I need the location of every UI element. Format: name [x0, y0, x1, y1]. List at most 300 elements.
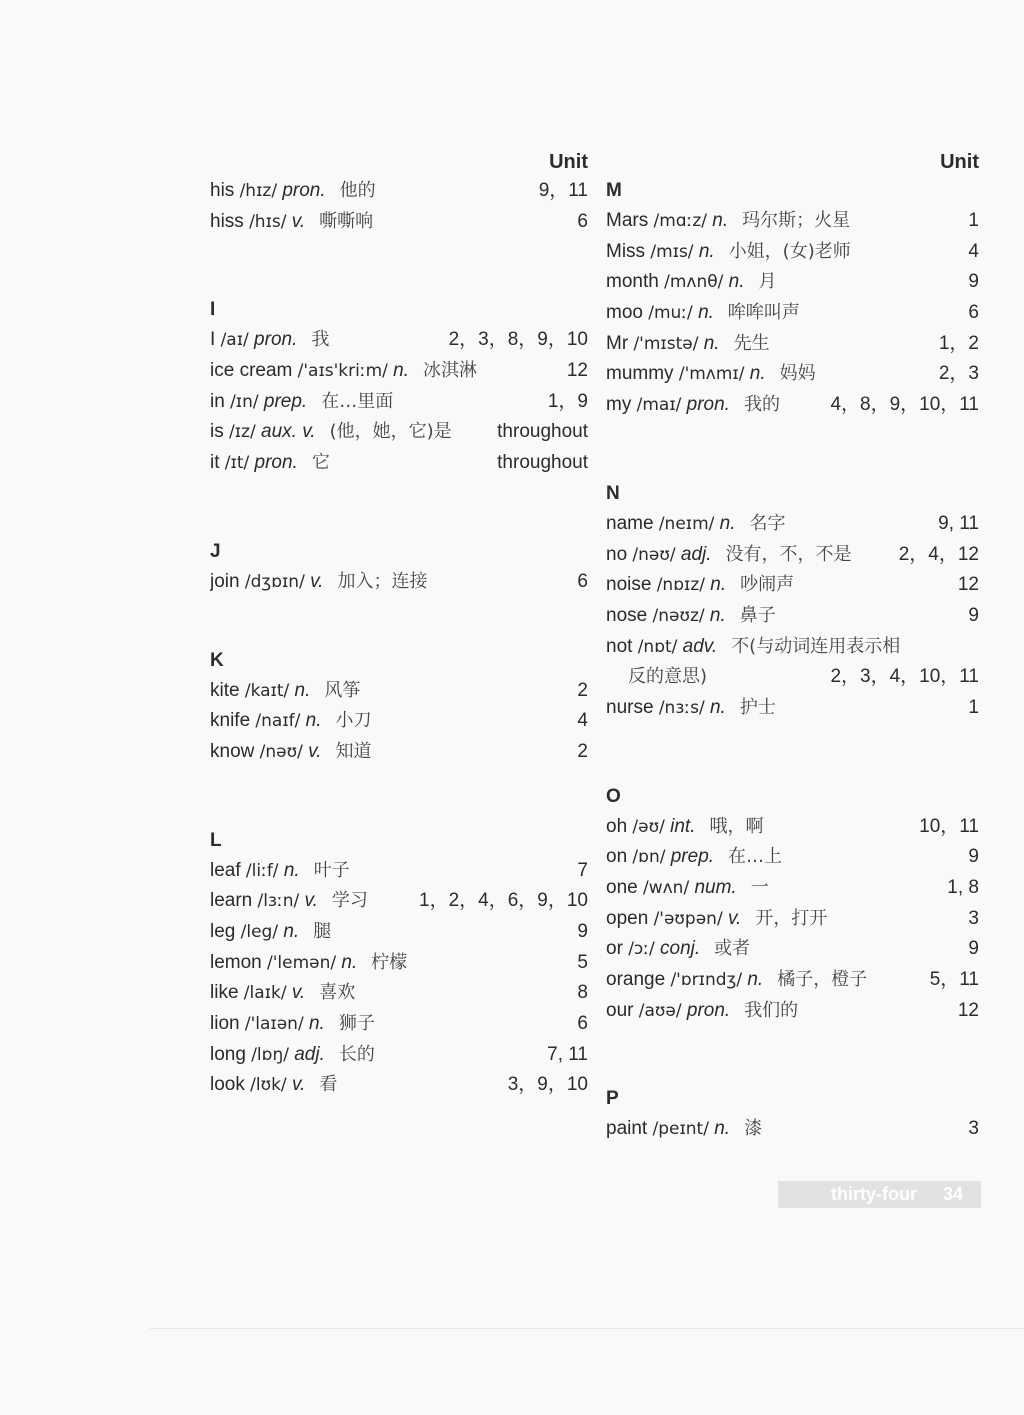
- phonetic: /lʊk/: [250, 1075, 287, 1096]
- section-letter: L: [210, 829, 222, 851]
- phonetic: /ɪz/: [229, 422, 256, 443]
- part-of-speech: prep.: [263, 390, 308, 412]
- entry-text: [210, 706, 569, 737]
- phonetic: /liːf/: [245, 860, 279, 881]
- section-letter: P: [606, 1088, 619, 1110]
- headword: Mars: [606, 210, 649, 231]
- section-gap: [606, 421, 979, 479]
- right-column: [606, 148, 979, 1145]
- chinese-meaning: 叶子: [313, 859, 350, 881]
- entry-text: [606, 842, 960, 873]
- entry-text: [606, 298, 960, 329]
- headword: one: [606, 877, 638, 898]
- entry-text: [210, 387, 540, 418]
- unit-numbers: 1，9: [547, 390, 588, 412]
- chinese-meaning: 看: [319, 1074, 338, 1096]
- entry-text: [606, 904, 960, 935]
- unit-numbers: 2: [577, 679, 588, 701]
- chinese-meaning: 哦，啊: [709, 815, 764, 837]
- phonetic: /lɜːn/: [257, 891, 300, 912]
- chinese-meaning: 我们的: [744, 999, 799, 1021]
- entry-text: [210, 676, 569, 707]
- chinese-meaning: 护士: [739, 696, 776, 718]
- part-of-speech: pron.: [282, 180, 326, 201]
- unit-column-header: Unit: [549, 151, 588, 173]
- part-of-speech: int.: [670, 815, 696, 837]
- glossary-entry: [210, 737, 588, 768]
- headword: learn: [210, 890, 253, 912]
- entry-text: [210, 917, 569, 948]
- headword: nurse: [606, 696, 654, 718]
- entry-text: [606, 1114, 960, 1145]
- glossary-entry: [606, 873, 979, 904]
- unit-numbers: 1: [968, 210, 979, 231]
- part-of-speech: n.: [341, 951, 358, 973]
- unit-numbers: throughout: [497, 421, 588, 443]
- glossary-entry: [210, 978, 588, 1009]
- chinese-meaning: 它: [311, 452, 330, 474]
- unit-numbers: 1，2，4，6，9，10: [419, 890, 588, 912]
- headword: look: [210, 1074, 245, 1096]
- section-letter: J: [210, 540, 221, 562]
- page-footer-tab: [778, 1181, 981, 1208]
- phonetic: /'lemən/: [267, 952, 337, 973]
- glossary-entry: [210, 356, 588, 387]
- headword: knife: [210, 710, 251, 732]
- entry-text: [606, 996, 950, 1027]
- part-of-speech: n.: [305, 710, 322, 732]
- headword: Mr: [606, 332, 629, 354]
- glossary-section: [210, 176, 588, 237]
- phonetic: /ɒn/: [632, 847, 666, 868]
- chinese-meaning: 哞哞叫声: [727, 302, 800, 324]
- headword: lemon: [210, 951, 262, 973]
- entry-text: [606, 632, 971, 663]
- glossary-entry: [606, 298, 979, 329]
- part-of-speech: n.: [710, 574, 727, 596]
- entry-text: [210, 1009, 569, 1040]
- headword: month: [606, 271, 659, 293]
- part-of-speech: v.: [308, 740, 322, 762]
- phonetic: /muː/: [648, 303, 693, 324]
- chinese-meaning-continued: 反的意思): [628, 666, 708, 688]
- glossary-entry: [210, 325, 588, 356]
- headword: know: [210, 740, 255, 762]
- unit-numbers: 3: [968, 907, 979, 929]
- part-of-speech: n.: [709, 604, 726, 626]
- unit-numbers: 12: [957, 999, 979, 1021]
- scan-edge-line: [150, 1328, 1024, 1329]
- unit-numbers: 1: [968, 696, 979, 718]
- glossary-entry: [210, 917, 588, 948]
- glossary-entry: [210, 1009, 588, 1040]
- glossary-entry: [606, 904, 979, 935]
- unit-numbers: 4，8，9，10，11: [830, 394, 979, 416]
- phonetic: /'əʊpən/: [653, 908, 723, 929]
- glossary-section: [606, 782, 979, 1027]
- chinese-meaning: 小刀: [335, 710, 372, 732]
- chinese-meaning: 漆: [744, 1118, 763, 1140]
- headword: paint: [606, 1118, 648, 1140]
- phonetic: /hɪz/: [239, 181, 278, 201]
- section-gap: [210, 237, 588, 295]
- glossary-entry: [606, 842, 979, 873]
- glossary-entry: [606, 1114, 979, 1145]
- chinese-meaning: 腿: [313, 920, 332, 942]
- chinese-meaning: 橘子，橙子: [777, 969, 868, 991]
- glossary-section: [210, 295, 588, 478]
- part-of-speech: n.: [698, 240, 715, 262]
- glossary-entry: [210, 1040, 588, 1071]
- headword: like: [210, 982, 239, 1004]
- entry-text: [210, 448, 489, 479]
- part-of-speech: n.: [703, 332, 720, 354]
- chinese-meaning: 风筝: [324, 679, 361, 701]
- part-of-speech: n.: [698, 302, 714, 324]
- entry-text: [210, 1070, 500, 1101]
- glossary-entry: [210, 448, 588, 479]
- phonetic: /'mʌmɪ/: [678, 364, 745, 385]
- phonetic: /aʊə/: [638, 1000, 682, 1021]
- chinese-meaning: 在…里面: [321, 390, 394, 412]
- chinese-meaning: 小姐，(女)老师: [728, 240, 851, 262]
- phonetic: /nəʊz/: [652, 605, 705, 626]
- phonetic: /kaɪt/: [244, 680, 290, 701]
- entry-text: [210, 978, 569, 1009]
- headword: it: [210, 452, 220, 474]
- section-gap: [210, 768, 588, 826]
- right-sections: [606, 176, 979, 1145]
- glossary-entry: [606, 359, 979, 390]
- part-of-speech: n.: [749, 363, 766, 385]
- glossary-entry: [210, 706, 588, 737]
- unit-numbers: 9, 11: [938, 512, 979, 534]
- part-of-speech: v.: [727, 907, 742, 929]
- glossary-entry: [210, 856, 588, 887]
- chinese-meaning: 学习: [331, 890, 368, 912]
- part-of-speech: n.: [719, 512, 736, 534]
- chinese-meaning: 鼻子: [739, 604, 776, 626]
- phonetic: /lɒŋ/: [251, 1044, 289, 1065]
- part-of-speech: pron.: [686, 394, 730, 416]
- part-of-speech: n.: [294, 679, 311, 701]
- headword: oh: [606, 815, 628, 837]
- phonetic: /naɪf/: [255, 711, 301, 732]
- unit-numbers: 9: [968, 271, 979, 293]
- left-column: [210, 148, 588, 1101]
- unit-numbers: 2，3: [938, 363, 979, 385]
- glossary-entry: [606, 601, 979, 632]
- glossary-entry: [606, 965, 979, 996]
- glossary-entry: [210, 387, 588, 418]
- phonetic: /nəʊ/: [632, 544, 676, 565]
- section-letter: K: [210, 649, 224, 671]
- phonetic: /mʌnθ/: [664, 272, 724, 293]
- section-gap: [210, 479, 588, 537]
- entry-text: [606, 601, 960, 632]
- section-gap: [606, 1026, 979, 1084]
- entry-text: [606, 812, 911, 843]
- phonetic: /mɪs/: [650, 241, 694, 262]
- unit-numbers: 6: [577, 1013, 588, 1034]
- headword: our: [606, 999, 634, 1021]
- glossary-section: [210, 646, 588, 768]
- unit-numbers: 9: [577, 920, 588, 942]
- glossary-entry: [210, 676, 588, 707]
- unit-numbers: 1，2: [938, 332, 979, 354]
- unit-numbers: 12: [957, 574, 979, 596]
- phonetic: /hɪs/: [249, 211, 287, 232]
- part-of-speech: adj.: [294, 1043, 325, 1065]
- part-of-speech: adv.: [682, 635, 718, 657]
- glossary-entry: [210, 417, 588, 448]
- part-of-speech: prep.: [670, 846, 715, 868]
- headword: kite: [210, 679, 240, 701]
- part-of-speech: v.: [310, 570, 324, 592]
- section-letter: O: [606, 785, 621, 807]
- chinese-meaning: 嘶嘶响: [319, 210, 374, 232]
- chinese-meaning: 名字: [749, 512, 786, 534]
- entry-text: [210, 567, 569, 598]
- headword: open: [606, 907, 649, 929]
- phonetic: /mɑːz/: [653, 211, 707, 231]
- headword: ice cream: [210, 360, 293, 382]
- unit-numbers: 6: [577, 570, 588, 592]
- chinese-meaning: 开，打开: [755, 907, 828, 929]
- phonetic: /laɪk/: [243, 983, 287, 1004]
- glossary-entry: [606, 662, 979, 693]
- unit-numbers: 2，3，4，10，11: [830, 666, 979, 688]
- phonetic: /peɪnt/: [652, 1119, 709, 1140]
- part-of-speech: n.: [712, 210, 729, 231]
- section-gap: [606, 724, 979, 782]
- part-of-speech: v.: [304, 890, 318, 912]
- phonetic: /'mɪstə/: [633, 333, 699, 354]
- entry-text: [210, 948, 569, 979]
- phonetic: /nɒɪz/: [656, 575, 705, 596]
- phonetic: /dʒɒɪn/: [244, 571, 305, 592]
- entry-text: [606, 662, 822, 693]
- part-of-speech: n.: [747, 969, 764, 991]
- headword: is: [210, 421, 224, 443]
- glossary-entry: [606, 509, 979, 540]
- chinese-meaning: 不(与动词连用表示相: [731, 635, 901, 657]
- glossary-section: [606, 479, 979, 724]
- glossary-entry: [210, 207, 588, 238]
- unit-numbers: 7: [577, 859, 588, 881]
- chinese-meaning: 我的: [743, 394, 780, 416]
- phonetic: /əʊ/: [632, 816, 665, 837]
- part-of-speech: n.: [728, 271, 745, 293]
- phonetic: /ɪn/: [230, 391, 259, 412]
- headword: join: [210, 570, 240, 592]
- entry-text: [210, 886, 411, 917]
- unit-numbers: 9: [968, 604, 979, 626]
- headword: nose: [606, 604, 648, 626]
- unit-numbers: 3，9，10: [507, 1074, 588, 1096]
- unit-numbers: 9: [968, 938, 979, 960]
- entry-text: [606, 873, 939, 904]
- chinese-meaning: 一: [750, 877, 769, 898]
- chinese-meaning: 玛尔斯；火星: [742, 210, 851, 231]
- unit-numbers: 7, 11: [547, 1043, 588, 1065]
- glossary-entry: [606, 237, 979, 268]
- unit-numbers: 2，4，12: [898, 543, 979, 565]
- phonetic: /aɪ/: [220, 330, 249, 351]
- chinese-meaning: 妈妈: [779, 363, 816, 385]
- headword: my: [606, 394, 632, 416]
- glossary-entry: [606, 329, 979, 360]
- phonetic: /leg/: [240, 921, 279, 942]
- unit-numbers: 4: [577, 710, 588, 732]
- glossary-section: [606, 176, 979, 421]
- entry-text: [210, 417, 489, 448]
- entry-text: [606, 934, 960, 965]
- glossary-section: [606, 1084, 979, 1145]
- headword: orange: [606, 969, 666, 991]
- phonetic: /'laɪən/: [244, 1014, 304, 1034]
- glossary-entry: [606, 632, 979, 663]
- unit-numbers: 3: [968, 1118, 979, 1140]
- glossary-entry: [606, 390, 979, 421]
- phonetic: /neɪm/: [658, 513, 715, 534]
- headword: leaf: [210, 859, 241, 881]
- part-of-speech: n.: [283, 859, 300, 881]
- glossary-entry: [210, 948, 588, 979]
- headword: name: [606, 512, 654, 534]
- unit-numbers: 2: [577, 740, 588, 762]
- part-of-speech: pron.: [254, 452, 298, 474]
- headword: noise: [606, 574, 652, 596]
- unit-numbers: 8: [577, 982, 588, 1004]
- part-of-speech: v.: [291, 982, 306, 1004]
- page-number-words: thirty-four: [830, 1184, 917, 1204]
- glossary-entry: [606, 267, 979, 298]
- chinese-meaning: 长的: [338, 1043, 375, 1065]
- glossary-entry: [210, 1070, 588, 1101]
- entry-text: [606, 359, 931, 390]
- section-letter: I: [210, 299, 216, 321]
- unit-numbers: 9，11: [538, 180, 588, 201]
- phonetic: /ɪt/: [224, 453, 250, 474]
- glossary-section: [210, 537, 588, 598]
- part-of-speech: aux. v.: [261, 421, 316, 443]
- part-of-speech: n.: [393, 360, 410, 382]
- part-of-speech: conj.: [660, 938, 701, 960]
- unit-numbers: 12: [566, 360, 588, 382]
- section-letter: M: [606, 180, 622, 201]
- entry-text: [210, 856, 569, 887]
- chinese-meaning: 或者: [714, 938, 751, 960]
- entry-text: [210, 356, 559, 387]
- unit-numbers: 4: [968, 240, 979, 262]
- headword: no: [606, 543, 628, 565]
- unit-numbers: 9: [968, 846, 979, 868]
- left-sections: [210, 176, 588, 1101]
- chinese-meaning: 冰淇淋: [423, 360, 478, 382]
- chinese-meaning: 他的: [339, 180, 376, 201]
- entry-text: [210, 207, 569, 238]
- chinese-meaning: 狮子: [338, 1013, 375, 1034]
- entry-text: [606, 206, 960, 237]
- part-of-speech: n.: [709, 696, 726, 718]
- headword: long: [210, 1043, 246, 1065]
- entry-text: [606, 570, 950, 601]
- entry-text: [606, 509, 930, 540]
- unit-numbers: 1, 8: [947, 877, 979, 898]
- unit-numbers: 5: [577, 951, 588, 973]
- unit-column-header: Unit: [940, 151, 979, 173]
- phonetic: /nɒt/: [637, 636, 678, 657]
- chinese-meaning: 知道: [335, 740, 372, 762]
- entry-text: [606, 329, 931, 360]
- unit-numbers: 5，11: [929, 969, 979, 991]
- unit-numbers: 2，3，8，9，10: [448, 329, 588, 351]
- chinese-meaning: 在…上: [728, 846, 783, 868]
- headword: moo: [606, 302, 643, 324]
- glossary-entry: [606, 540, 979, 571]
- page-number: 34: [942, 1184, 963, 1204]
- entry-text: [606, 965, 922, 996]
- entry-text: [606, 237, 960, 268]
- chinese-meaning: 喜欢: [319, 982, 356, 1004]
- part-of-speech: num.: [694, 877, 737, 898]
- headword: I: [210, 329, 216, 351]
- unit-numbers: 10，11: [919, 815, 979, 837]
- glossary-entry: [606, 693, 979, 724]
- chinese-meaning: 柠檬: [371, 951, 408, 973]
- part-of-speech: v.: [291, 1074, 306, 1096]
- phonetic: /nəʊ/: [259, 741, 303, 762]
- entry-text: [606, 267, 960, 298]
- headword: lion: [210, 1013, 240, 1034]
- headword: on: [606, 846, 628, 868]
- entry-text: [210, 325, 441, 356]
- headword: leg: [210, 920, 236, 942]
- glossary-entry: [606, 570, 979, 601]
- chinese-meaning: (他，她，它)是: [329, 421, 452, 443]
- section-gap: [210, 598, 588, 646]
- chinese-meaning: 先生: [733, 332, 770, 354]
- unit-numbers: 6: [968, 302, 979, 324]
- glossary-entry: [606, 934, 979, 965]
- part-of-speech: pron.: [254, 329, 298, 351]
- headword: in: [210, 390, 225, 412]
- glossary-entry: [606, 996, 979, 1027]
- part-of-speech: v.: [291, 210, 306, 232]
- chinese-meaning: 我: [311, 329, 330, 351]
- headword: not: [606, 635, 633, 657]
- chinese-meaning: 没有，不，不是: [725, 543, 852, 565]
- part-of-speech: pron.: [686, 999, 731, 1021]
- headword: his: [210, 180, 235, 201]
- entry-text: [606, 390, 822, 421]
- phonetic: /wʌn/: [642, 878, 690, 898]
- glossary-entry: [606, 206, 979, 237]
- part-of-speech: n.: [308, 1013, 325, 1034]
- unit-numbers: throughout: [497, 452, 588, 474]
- phonetic: /nɜːs/: [658, 697, 705, 718]
- headword: hiss: [210, 210, 244, 232]
- chinese-meaning: 月: [758, 271, 777, 293]
- glossary-entry: [606, 812, 979, 843]
- entry-text: [210, 1040, 539, 1071]
- headword: Miss: [606, 240, 646, 262]
- phonetic: /ɔː/: [628, 939, 655, 960]
- glossary-entry: [210, 176, 588, 207]
- section-letter: N: [606, 482, 620, 504]
- entry-text: [606, 540, 891, 571]
